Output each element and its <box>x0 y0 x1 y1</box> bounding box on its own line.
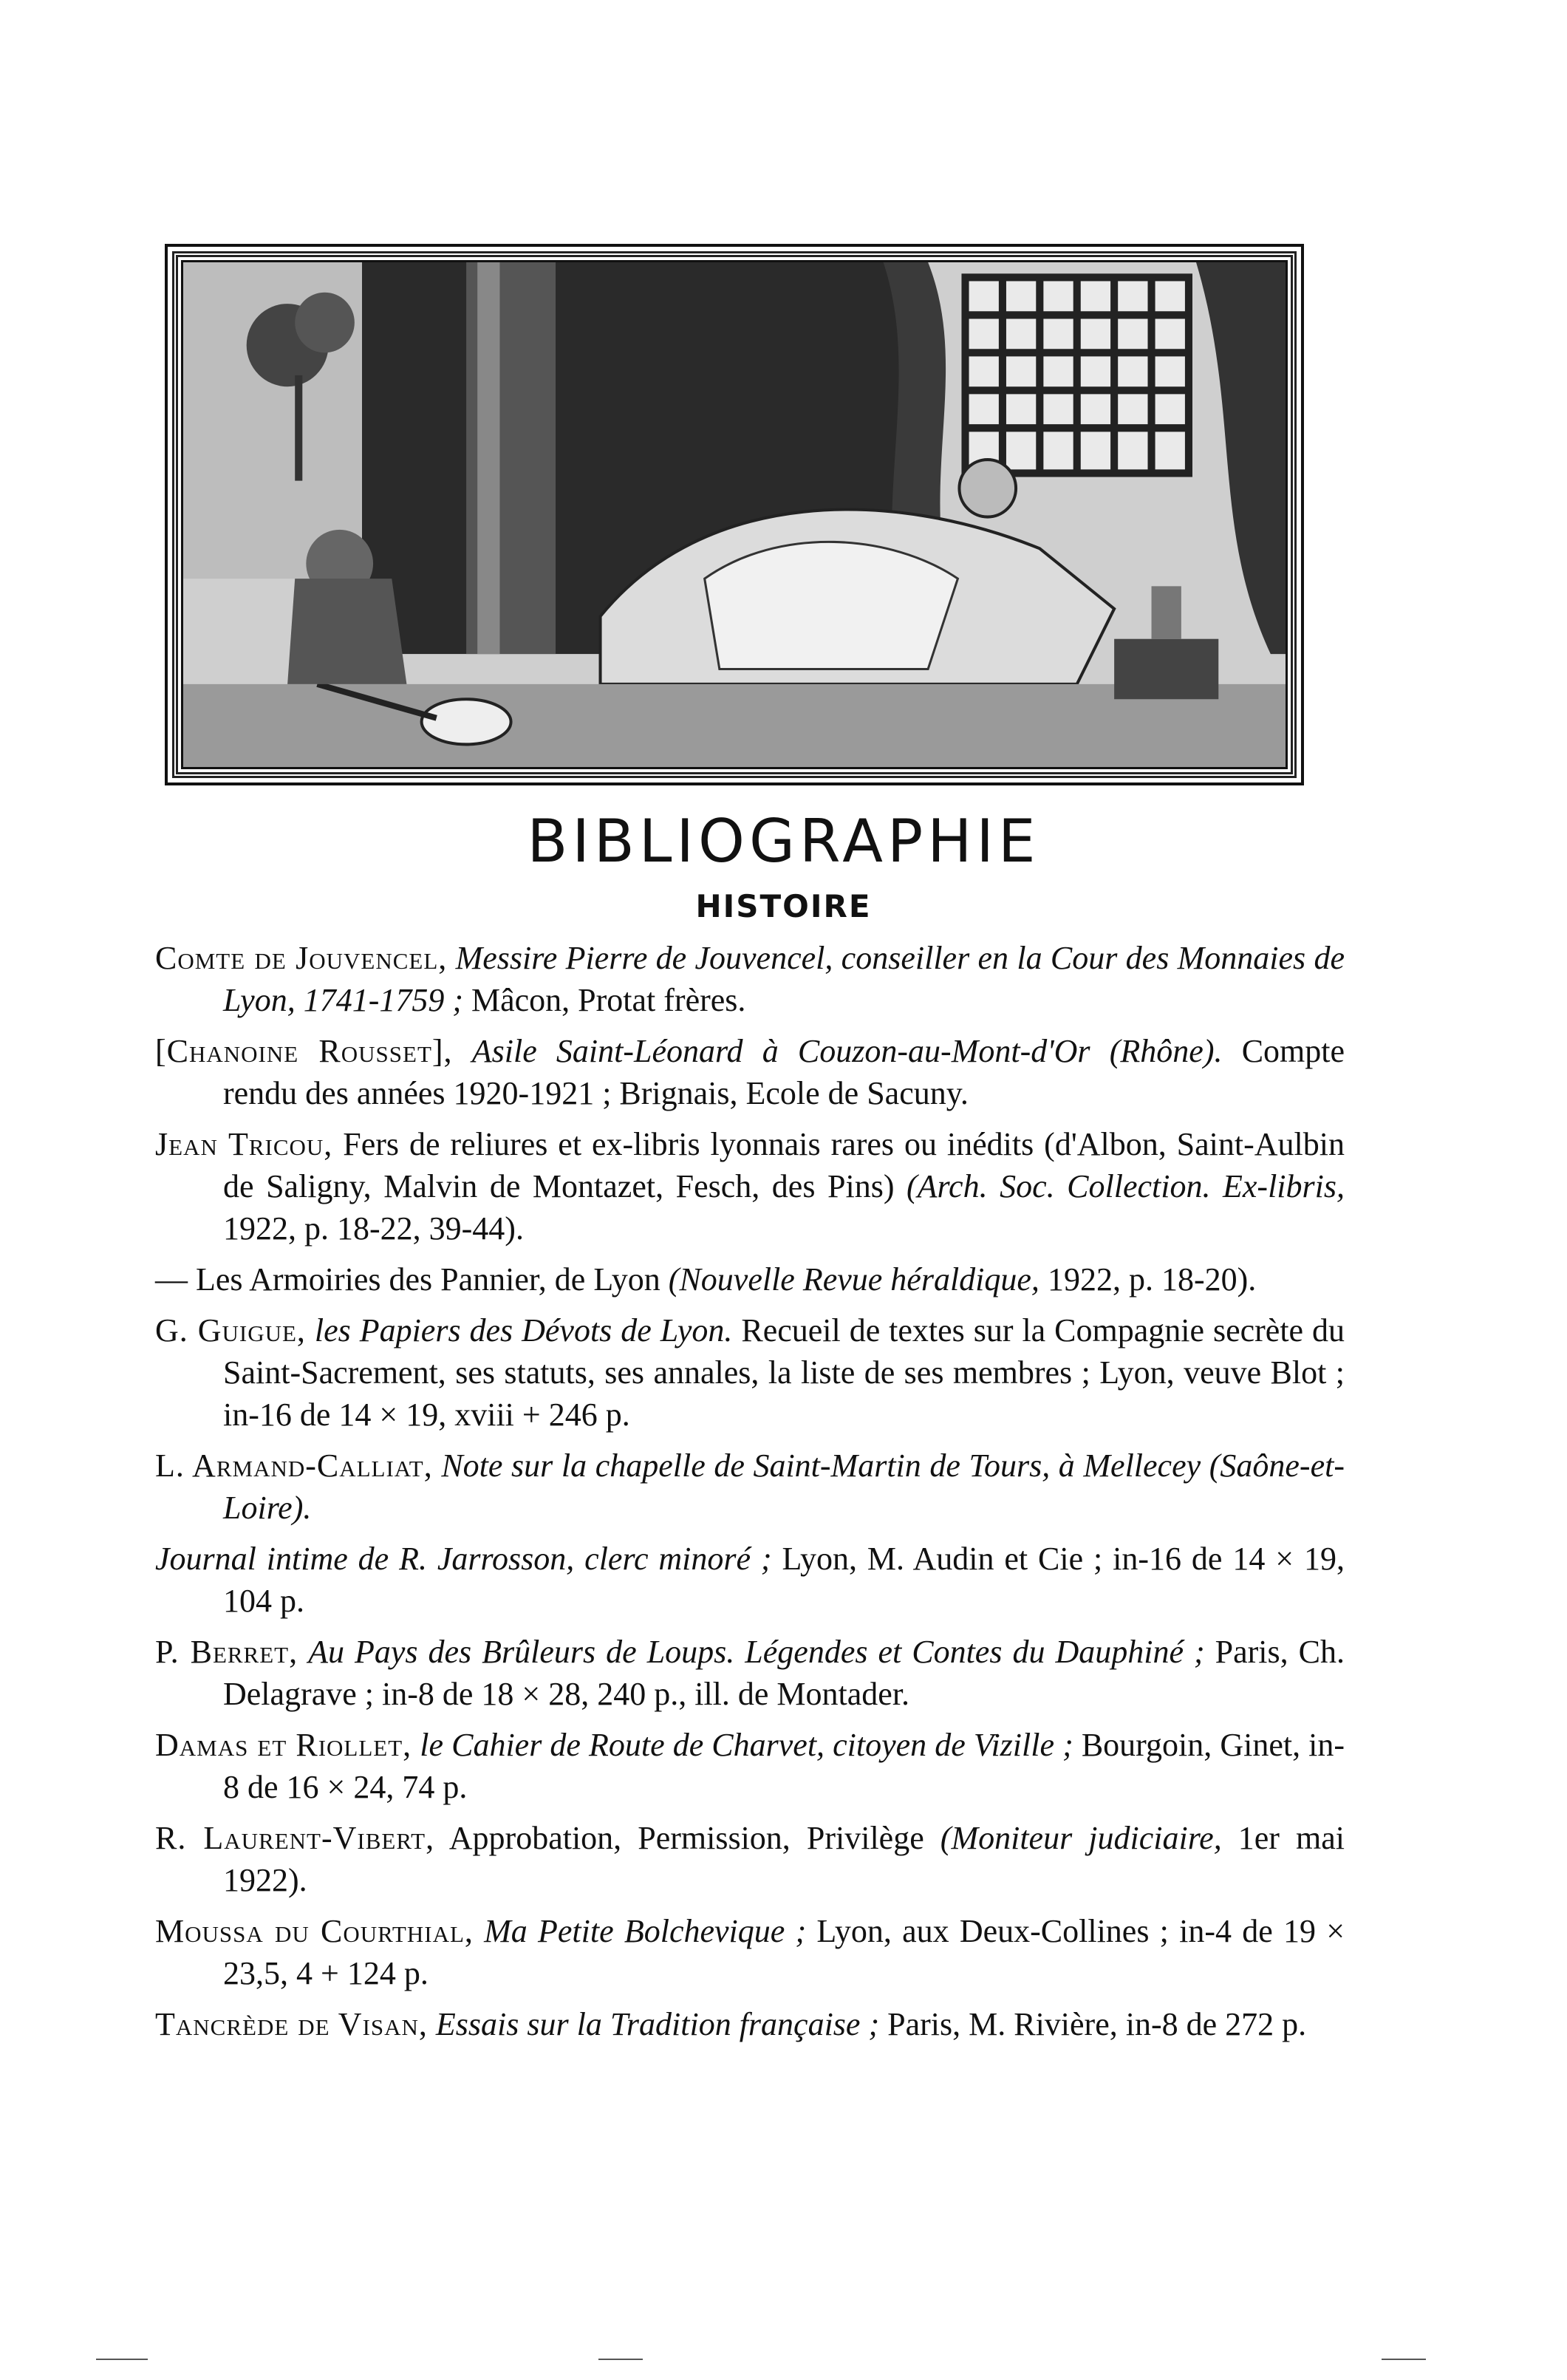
bibliography-entry <box>155 1538 1345 1622</box>
bibliography-entry <box>155 1309 1345 1436</box>
entry-details: Lyon, aux Deux-Collines ; in-4 de 19 × 23,5, 4 + 124 p. <box>223 1913 1345 1991</box>
entry-title: le Cahier de Route de Charvet, citoyen de Vizille ; <box>420 1727 1073 1763</box>
bibliography-entry <box>155 1817 1345 1901</box>
entry-author: Moussa du Courthial, <box>155 1913 474 1949</box>
entry-author: L. Armand-Calliat, <box>155 1448 433 1484</box>
entry-tail: 1er mai 1922). <box>223 1820 1345 1898</box>
entry-details: Fers de reliures et ex-libris lyonnais rares ou inédits (d'Albon, Saint-Aulbin de Saligny, Malvin de Montazet, Fesch, des Pins) <box>223 1126 1345 1204</box>
entry-details: Recueil de textes sur la Compagnie secrète du Saint-Sacrement, ses statuts, ses annales, la liste de ses membres ; Lyon, veuve Blot ; in-16 de 14 × 19, xviii + 246 p. <box>223 1312 1345 1433</box>
entry-title: Ma Petite Bolchevique ; <box>484 1913 807 1949</box>
footer-rule-right <box>1382 2359 1426 2360</box>
engraving-illustration <box>181 260 1288 769</box>
bibliography-entry <box>155 1910 1345 1994</box>
entry-author: P. Berret, <box>155 1634 298 1670</box>
entry-author: Comte de Jouvencel, <box>155 940 448 976</box>
entry-author: Jean Tricou, <box>155 1126 333 1162</box>
bibliography-entry <box>155 2003 1345 2045</box>
engraving-scene <box>183 262 1286 767</box>
entry-details: Paris, Ch. Delagrave ; in-8 de 18 × 28, 240 p., ill. de Montader. <box>223 1634 1345 1712</box>
entry-tail: 1922, p. 18-20). <box>1047 1261 1257 1298</box>
entry-title: les Papiers des Dévots de Lyon. <box>314 1312 733 1348</box>
bibliography-entry <box>155 1030 1345 1114</box>
entry-title: Note sur la chapelle de Saint-Martin de Tours, à Mellecey (Saône-et-Loire). <box>223 1448 1345 1526</box>
entry-title: (Moniteur judiciaire, <box>940 1820 1222 1856</box>
bibliography-entry <box>155 937 1345 1021</box>
entry-title: Asile Saint-Léonard à Couzon-au-Mont-d'Or (Rhône). <box>471 1033 1223 1069</box>
entry-author: Damas et Riollet, <box>155 1727 412 1763</box>
entry-title: Messire Pierre de Jouvencel, conseiller en la Cour des Monnaies de Lyon, 1741-1759 ; <box>223 940 1345 1018</box>
entry-details: Bourgoin, Ginet, in-8 de 16 × 24, 74 p. <box>223 1727 1345 1805</box>
entry-author: R. Laurent-Vibert, <box>155 1820 435 1856</box>
illustration-frame <box>165 244 1304 785</box>
entry-title: Essais sur la Tradition française ; <box>435 2006 880 2042</box>
section-heading: HISTOIRE <box>695 888 872 924</box>
window-grille <box>966 277 1189 473</box>
footer-rule-center <box>598 2359 643 2360</box>
bibliography-entry <box>155 1724 1345 1808</box>
bibliography-entry <box>155 1445 1345 1529</box>
entry-author: Tancrède de Visan, <box>155 2006 428 2042</box>
entry-title: (Nouvelle Revue héraldique, <box>668 1261 1039 1298</box>
entry-details: Approbation, Permission, Privilège <box>448 1820 924 1856</box>
entry-title: (Arch. Soc. Collection. Ex-libris, <box>907 1168 1345 1204</box>
footer-rule-left <box>96 2359 148 2360</box>
entry-details: Mâcon, Protat frères. <box>471 982 746 1018</box>
entry-author: [Chanoine Rousset], <box>155 1033 453 1069</box>
entry-lead: — Les Armoiries des Pannier, de Lyon <box>155 1261 660 1298</box>
bibliography-entry <box>155 1123 1345 1249</box>
page-title: BIBLIOGRAPHIE <box>527 807 1040 876</box>
bibliography-list <box>155 937 1345 2054</box>
entry-details: Compte rendu des années 1920-1921 ; Brignais, Ecole de Sacuny. <box>223 1033 1345 1111</box>
entry-author: G. Guigue, <box>155 1312 306 1348</box>
entry-title: Au Pays des Brûleurs de Loups. Légendes et Contes du Dauphiné ; <box>308 1634 1205 1670</box>
bibliography-entry <box>155 1258 1345 1300</box>
entry-details: Paris, M. Rivière, in-8 de 272 p. <box>887 2006 1307 2042</box>
bibliography-entry <box>155 1631 1345 1715</box>
entry-title: Journal intime de R. Jarrosson, clerc minoré ; <box>155 1541 772 1577</box>
entry-details: Lyon, M. Audin et Cie ; in-16 de 14 × 19, 104 p. <box>223 1541 1345 1619</box>
entry-tail: 1922, p. 18-22, 39-44). <box>223 1210 524 1247</box>
